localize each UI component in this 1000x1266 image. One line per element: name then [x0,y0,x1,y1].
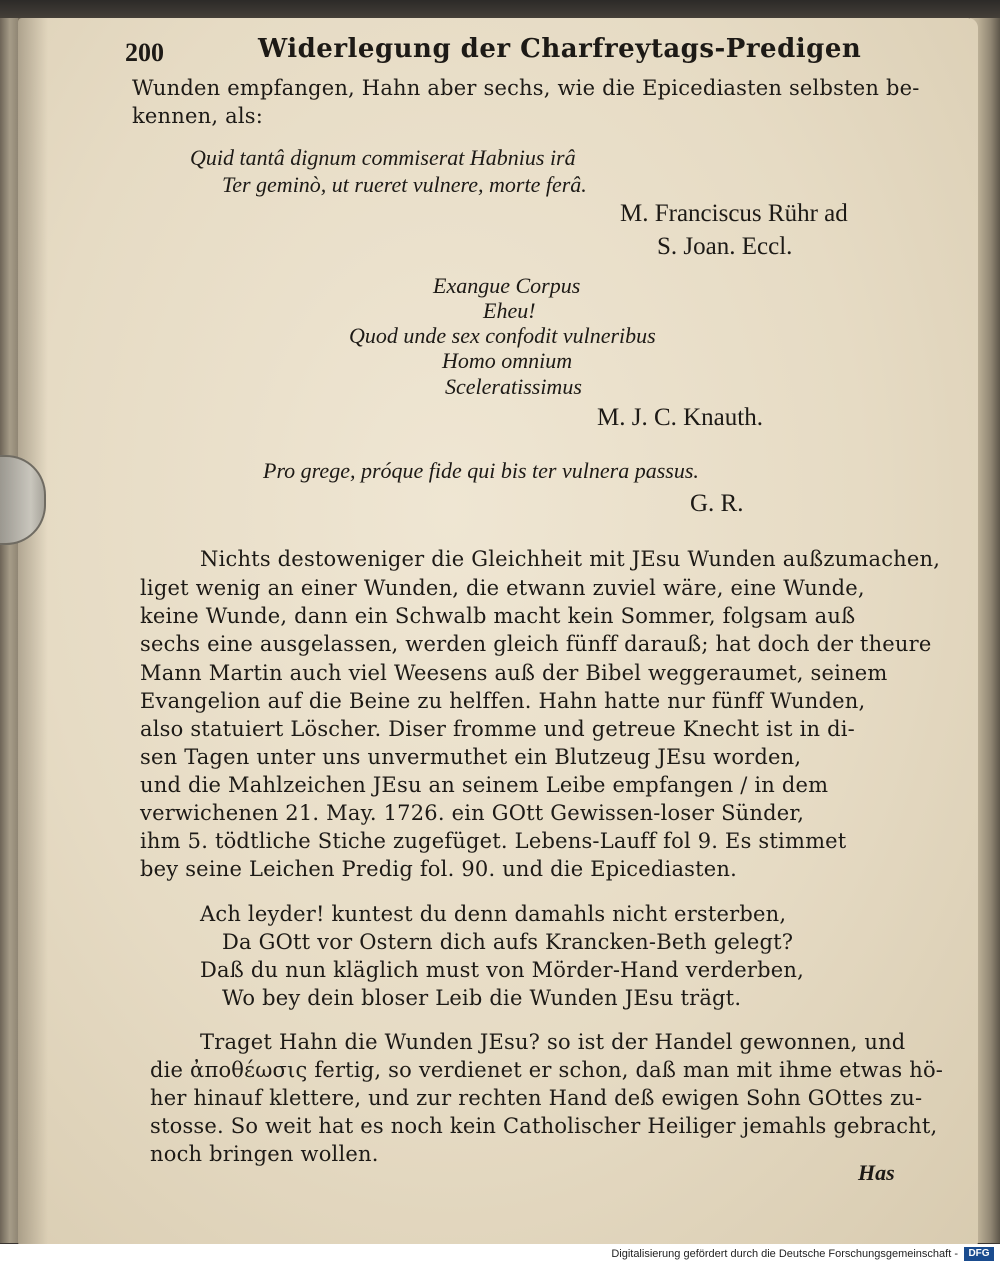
text-line: liget wenig an einer Wunden, die etwann zuviel wäre, eine Wunde, [140,576,865,600]
text-line: also statuiert Löscher. Diser fromme und getreue Knecht ist in di- [140,717,855,741]
digitization-credit: Digitalisierung gefördert durch die Deutsche Forschungsgemeinschaft - [611,1248,958,1260]
latin-verse-line: Eheu! [483,298,536,323]
text-line: ihm 5. tödtliche Stiche zugefüget. Lebens-Lauff fol 9. Es stimmet [140,829,847,853]
text-line: Nichts destoweniger die Gleichheit mit JEsu Wunden außzumachen, [200,547,941,571]
text-line: her hinauf klettere, und zur rechten Hand deß ewigen Sohn GOttes zu- [150,1086,923,1110]
text-line: Wunden empfangen, Hahn aber sechs, wie die Epicediasten selbsten be- [132,76,920,100]
text-line: keine Wunde, dann ein Schwalb macht kein Sommer, folgsam auß [140,604,856,628]
text-line: Traget Hahn die Wunden JEsu? so ist der Handel gewonnen, und [200,1030,906,1054]
latin-verse-line: Quod unde sex confodit vulneribus [349,323,656,348]
text-line: sechs eine ausgelassen, werden gleich fünff darauß; hat doch der theure [140,632,932,656]
verse-author: M. Franciscus Rühr ad [620,200,848,227]
latin-verse-line: Pro grege, próque fide qui bis ter vulnera passus. [263,458,699,483]
latin-verse-line: Quid tantâ dignum commiserat Habnius irâ [190,145,576,170]
verse-author-affiliation: S. Joan. Eccl. [657,233,793,260]
latin-verse-line: Exangue Corpus [433,273,581,298]
poem-line: Da GOtt vor Ostern dich aufs Krancken-Beth gelegt? [222,930,794,954]
text-line: bey seine Leichen Predig fol. 90. und die Epicediasten. [140,857,738,881]
text-line: noch bringen wollen. [150,1142,379,1166]
text-line: die ἀποθέωσις fertig, so verdienet er schon, daß man mit ihme etwas hö- [150,1058,944,1082]
poem-line: Daß du nun kläglich must von Mörder-Hand verderben, [200,958,804,982]
verse-author: M. J. C. Knauth. [597,404,763,431]
poem-line: Wo bey dein bloser Leib die Wunden JEsu trägt. [222,986,742,1010]
text-line: sen Tagen unter uns unvermuthet ein Blutzeug JEsu worden, [140,745,802,769]
poem-line: Ach leyder! kuntest du denn damahls nicht ersterben, [200,902,787,926]
text-line: stosse. So weit hat es noch kein Catholischer Heiliger jemahls gebracht, [150,1114,938,1138]
catchword: Has [858,1160,895,1185]
text-line: Evangelion auf die Beine zu helffen. Hahn hatte nur fünff Wunden, [140,689,866,713]
page-number: 200 [125,38,164,67]
latin-verse-line: Sceleratissimus [445,374,582,399]
gutter-shadow [18,18,48,1246]
dfg-logo[interactable]: DFG [964,1247,994,1261]
verse-author: G. R. [690,490,744,517]
text-line: und die Mahlzeichen JEsu an seinem Leibe empfangen / in dem [140,773,829,797]
latin-verse-line: Homo omnium [442,348,573,373]
text-line: verwichenen 21. May. 1726. ein GOtt Gewissen-loser Sünder, [140,801,805,825]
running-head: Widerlegung der Charfreytags-Predigen [258,34,862,64]
text-line: kennen, als: [132,104,263,128]
latin-verse-line: Ter geminò, ut rueret vulnere, morte ferâ. [222,172,587,197]
text-line: Mann Martin auch viel Weesens auß der Bibel weggeraumet, seinem [140,661,888,685]
